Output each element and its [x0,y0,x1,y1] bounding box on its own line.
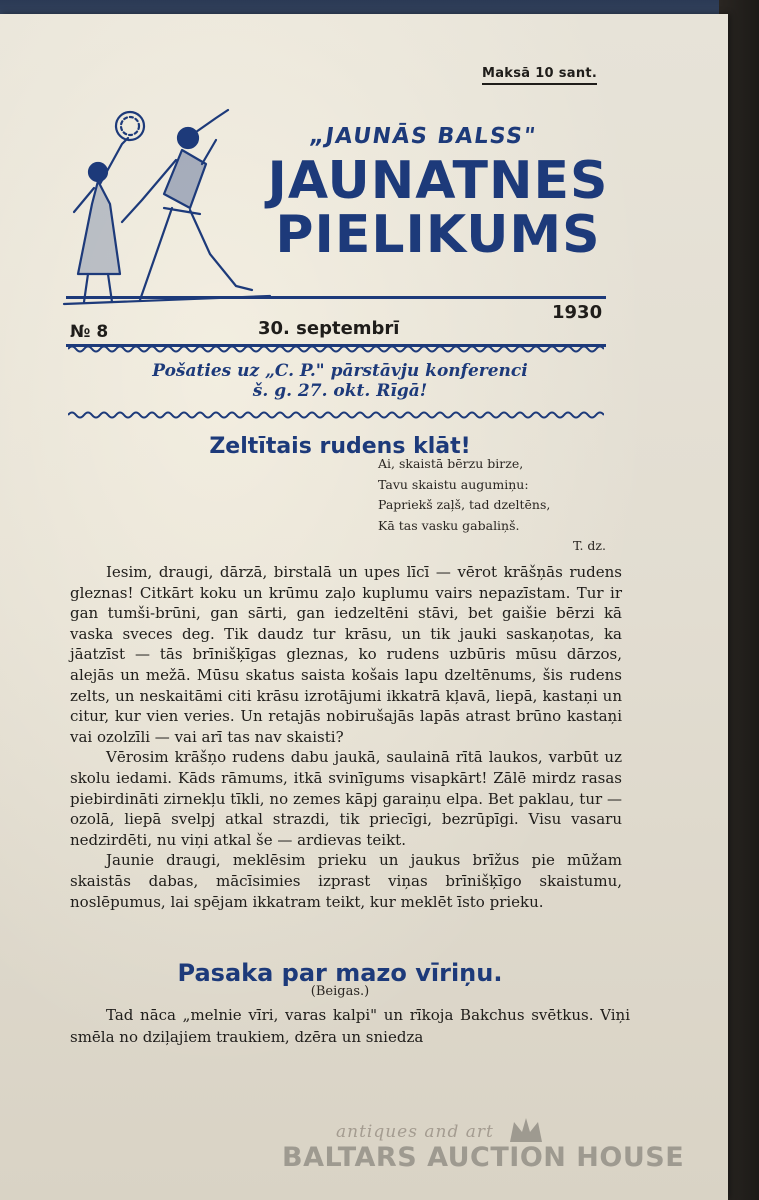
poem-line: Papriekš zaļš, tad dzeltēns, [378,497,551,512]
poem-line: Tavu skaistu augumiņu: [378,476,529,492]
poem-line: Ai, skaistā bērzu birze, [378,456,524,471]
masthead-title-line2: PIELIKUMS [275,205,601,265]
watermark-tagline: antiques and art [336,1122,494,1142]
article-paragraph: Vērosim krāšņo rudens dabu jaukā, saulainā rītā laukos, varbūt uz skolu iedami. Kāds rāmums, itkā svinīgums visapkārt! Zālē mirdz rasas piebirdināti zirnekļu tīkli, no zemes kāpj garaiņu elpa. Bet paklau, tur — ozolā, liepā svelpj atkal strazdi, tik priecīgi, bezrūpīgi. Visu vasaru nedzirdēti, nu viņi atkal še — ardievas teikt. [70,748,622,849]
story-title: Pasaka par mazo vīriņu. [177,959,503,987]
epigraph-poem [378,454,618,557]
poem-line: Kā tas vasku gabaliņš. [378,517,520,533]
header-rule-top [66,296,606,299]
masthead-illustration [60,104,275,319]
price-label: Maksā 10 sant. [482,66,597,85]
watermark-name: BALTARS AUCTION HOUSE [282,1142,685,1173]
notice-line2: š. g. 27. okt. Rīgā! [252,381,428,401]
zigzag-divider-top [68,344,604,354]
article-paragraph: Iesim, draugi, dārzā, birstalā un upes līcī — vērot krāšņās rudens gleznas! Citkārt koku un krūmu zaļo kuplumu vairs nepazīstam. Tur ir gan tumši-brūni, gan sārti, gan iedzeltēni stāvi, bet gaišie bērzi kā vaska sveces deg. Tik daudz tur krāsu, un tik jauki saskaņotas, ka jāatzīst — tās brīnišķīgas gleznas, ko rudens uzbūris mūsu dārzos, alejās un mežā. Mūsu skatus saista košais lapu dzeltēnums, šis rudens zelts, un neskaitāmi citi krāsu izrotājumi ikkatrā kļavā, liepā, kastaņi un citur, kur vien veries. Un retajās nobirušajās lapās atrast brūno kastaņi vai ozolzīli — vai arī tas nav skaisti? [70,563,622,746]
story-paragraph: Tad nāca „melnie vīri, varas kalpi" un rīkoja Bakchus svētkus. Viņi smēla no dziļajiem traukiem, dzēra un sniedza [70,1006,630,1046]
masthead-kicker: „JAUNĀS BALSS" [307,124,539,149]
conference-notice [80,361,600,401]
masthead-title-line1: JAUNATNES [267,151,609,211]
story-subtitle: (Beigas.) [310,984,370,999]
story-body [70,1004,630,1048]
issue-date: 30. septembrī [258,318,400,339]
issue-year: 1930 [552,302,603,323]
zigzag-divider-bottom [68,410,604,420]
newspaper-page [0,14,728,1200]
notice-line1: Pošaties uz „C. P." pārstāvju konferenci [152,361,528,381]
article-body [70,562,622,912]
article-paragraph: Jaunie draugi, meklēsim prieku un jaukus brīžus pie mūžam skaistās dabas, mācīsimies izprast viņas brīnišķīgo skaistumu, noslēpumus, lai spējam ikkatram teikt, kur meklēt īsto prieku. [70,851,622,911]
masthead-title [258,151,618,265]
issue-number: № 8 [70,322,109,342]
poem-signature: T. dz. [572,538,606,553]
article-title: Zeltītais rudens klāt! [209,434,471,459]
